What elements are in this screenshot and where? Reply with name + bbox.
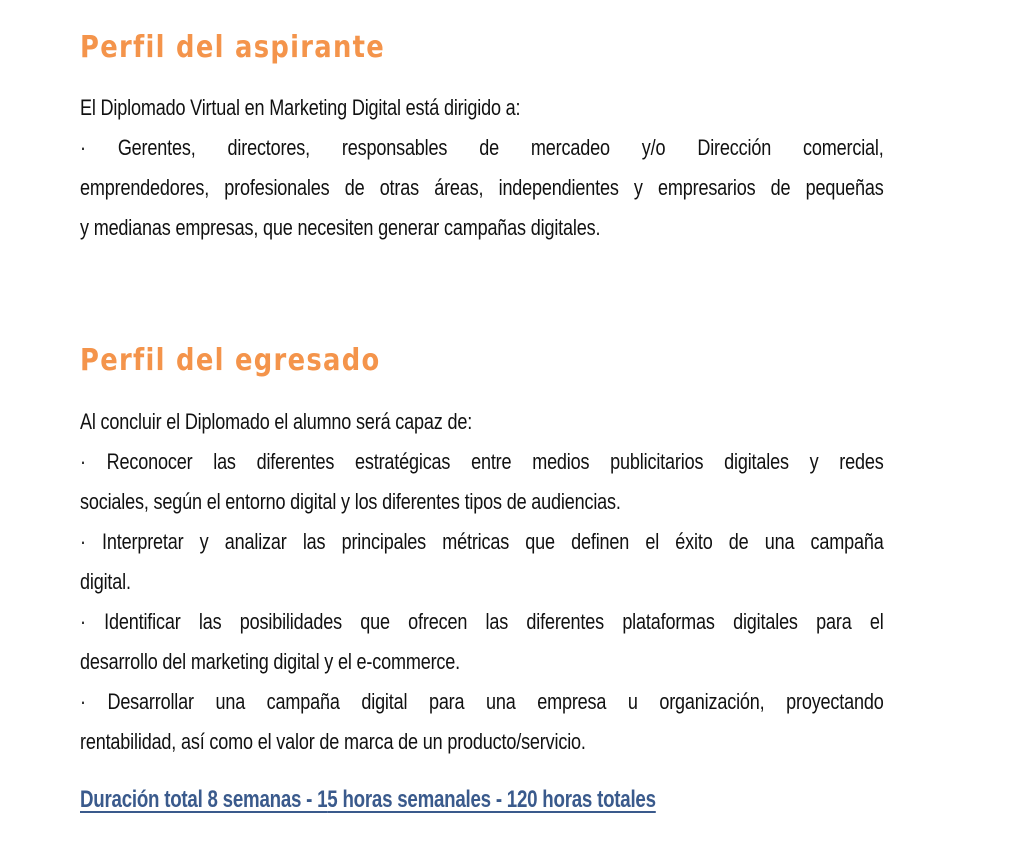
body-line: desarrollo del marketing digital y el e-commerce. [80,649,460,674]
body-line: · Identificar las posibilidades que ofrecen las diferentes plataformas digitales para el [80,609,884,634]
body-line: · Desarrollar una campaña digital para una empresa u organización, proyectando [80,689,884,714]
duration-text-part1: Duración total 8 semanas - 1 [80,786,328,813]
section-body-aspirante [80,88,884,248]
duration-link[interactable] [80,786,656,814]
duration-text-part2: 5 horas semanales - 120 horas totales [327,786,656,813]
body-line: digital. [80,569,131,594]
body-line: emprendedores, profesionales de otras áreas, independientes y empresarios de pequeñas [80,175,884,200]
section-heading-egresado: Perfil del egresado [80,343,381,378]
body-line: · Gerentes, directores, responsables de mercadeo y/o Dirección comercial, [80,135,884,160]
section-heading-aspirante: Perfil del aspirante [80,30,386,65]
body-line: · Interpretar y analizar las principales métricas que definen el éxito de una campaña [80,529,884,554]
body-line: · Reconocer las diferentes estratégicas entre medios publicitarios digitales y redes [80,449,884,474]
body-line: y medianas empresas, que necesiten generar campañas digitales. [80,215,601,240]
section-body-egresado [80,402,884,762]
body-line: rentabilidad, así como el valor de marca de un producto/servicio. [80,729,586,754]
section-intro: Al concluir el Diplomado el alumno será capaz de: [80,409,473,434]
section-intro: El Diplomado Virtual en Marketing Digital está dirigido a: [80,95,521,120]
body-line: sociales, según el entorno digital y los diferentes tipos de audiencias. [80,489,621,514]
